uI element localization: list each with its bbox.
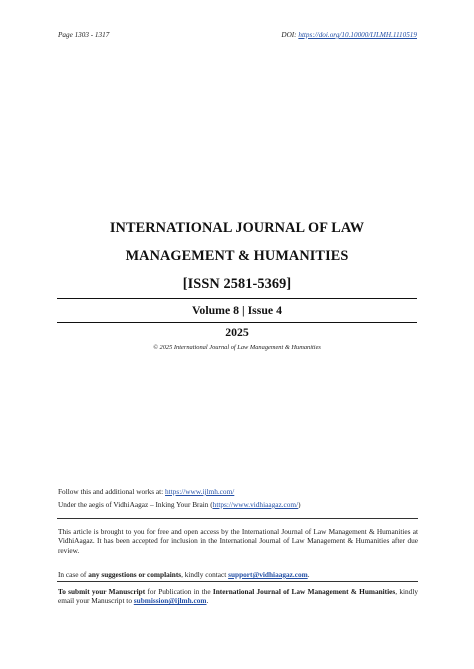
doi-label: DOI: — [281, 31, 299, 39]
contact-bold: any suggestions or complaints — [88, 570, 182, 579]
divider-bottom — [57, 322, 417, 323]
follow-text: Follow this and additional works at: — [58, 487, 166, 496]
support-email-link[interactable]: support@vidhiaagaz.com — [228, 570, 308, 579]
footer-divider-1 — [57, 518, 418, 519]
doi-header — [281, 31, 417, 39]
aegis-text: Under the aegis of VidhiAagaz – Inking Your Brain ( — [58, 500, 213, 509]
aegis-line — [58, 500, 418, 509]
page-range: Page 1303 - 1317 — [58, 31, 110, 39]
volume-issue: Volume 8 | Issue 4 — [192, 303, 282, 317]
aegis-close: ) — [298, 500, 301, 509]
journal-title-line-1: INTERNATIONAL JOURNAL OF LAW — [109, 220, 365, 236]
divider-top — [57, 298, 417, 299]
submit-end: . — [206, 596, 209, 606]
doi-link[interactable]: https://doi.org/10.10000/IJLMH.1110519 — [298, 31, 417, 39]
issue-year: 2025 — [225, 325, 249, 339]
journal-title-line-2: MANAGEMENT & HUMANITIES — [125, 248, 349, 264]
submit-bold-1: To submit your Manuscript — [58, 587, 146, 596]
issn: [ISSN 2581-5369] — [182, 276, 292, 292]
submit-mid-2: , kindly email your Manuscript to — [58, 587, 418, 606]
footer-divider-2 — [57, 581, 418, 582]
journal-website-link[interactable]: https://www.ijlmh.com/ — [165, 487, 235, 496]
submission-email-link[interactable]: submission@ijlmh.com — [133, 596, 207, 606]
contact-pre: In case of — [58, 570, 89, 579]
submit-bold-2: International Journal of Law Management & Humanities — [212, 587, 396, 596]
vidhiaagaz-link[interactable]: https://www.vidhiaagaz.com/ — [212, 500, 299, 509]
open-access-statement: This article is brought to you for free and open access by the International Journal of Law Management & Humanities at VidhiAagaz. It has been accepted for inclusion in the International Journal of Law Management & Humanities after due review. — [58, 527, 418, 555]
submission-line — [58, 587, 418, 606]
copyright-notice: © 2025 International Journal of Law Management & Humanities — [153, 344, 321, 351]
contact-line — [58, 570, 418, 579]
contact-end: . — [307, 570, 310, 579]
contact-mid: , kindly contact — [181, 570, 229, 579]
follow-line — [58, 487, 418, 496]
submit-mid-1: for Publication in the — [145, 587, 213, 596]
